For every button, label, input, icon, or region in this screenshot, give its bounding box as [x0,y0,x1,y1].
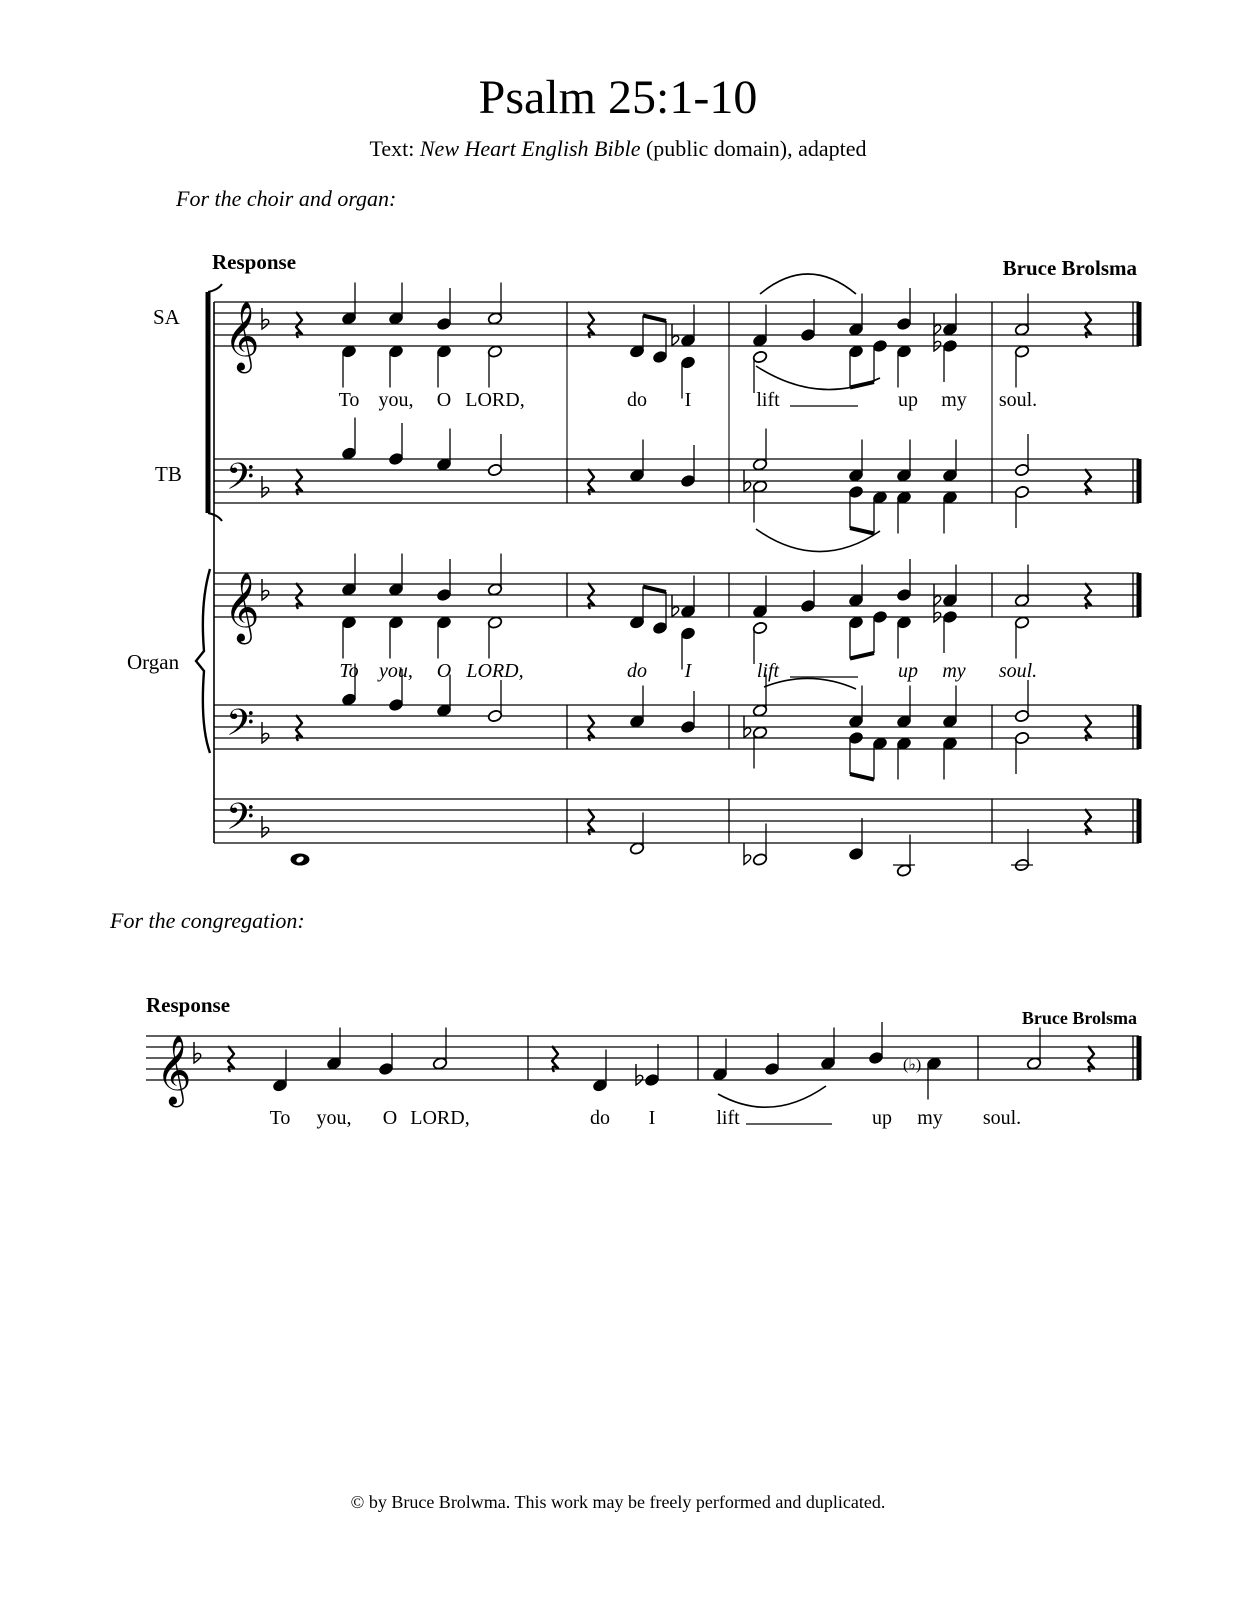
page-title: Psalm 25:1-10 [478,71,758,124]
lyric: O [436,389,452,411]
treble-clef: 𝄞 [224,303,260,369]
credit-prefix: Text: [369,136,420,161]
quarter-rest [296,312,302,338]
lyric: you, [379,660,413,682]
credit-source: New Heart English Bible [419,136,641,161]
bass-clef: 𝄢 [226,703,255,752]
choir-bracket-bottom [208,513,222,521]
congregation-lyric: O [382,1107,398,1129]
congregation-response-heading: Response [146,993,231,1017]
quarter-rest [1085,312,1091,338]
lyric: do [627,660,647,682]
flat-sign [262,816,269,837]
lyric: To [338,389,360,411]
lyric: I [684,389,692,411]
quarter-rest [296,583,302,609]
treble-clef: 𝄞 [224,574,260,640]
lyric: do [627,389,647,411]
quarter-rest [1085,583,1091,609]
lyric: you, [378,389,414,411]
quarter-rest [1088,1046,1094,1072]
flat-sign [194,1042,201,1063]
lyric: up [898,389,918,411]
flat-sign [262,476,269,497]
lyric: soul. [998,389,1038,411]
quarter-rest [1085,809,1091,835]
lyric: LORD, [466,660,524,682]
flat-sign [262,722,269,743]
congregation-lyric: soul. [982,1107,1022,1129]
organ-brace [196,569,210,753]
beam [850,528,874,534]
congregation-lyric: you, [316,1107,352,1129]
quarter-rest [1085,715,1091,741]
congregation-composer: Bruce Brolsma [1021,1008,1137,1028]
flat-sign [262,308,269,329]
lyric: my [942,660,966,682]
bass-clef: 𝄢 [226,797,255,846]
congregation-lyric: LORD, [410,1107,470,1129]
congregation-section-label: For the congregation: [110,908,305,933]
choir-section-label: For the choir and organ: [176,186,397,211]
beam [850,653,874,659]
choir-bracket-top [208,284,222,292]
lyric: soul. [998,660,1038,682]
quarter-rest [552,1046,558,1072]
flat-sign [262,579,269,600]
beam [643,587,666,593]
quarter-rest [588,715,594,741]
beam [643,316,666,322]
quarter-rest [588,312,594,338]
quarter-rest [588,583,594,609]
slur-soprano [760,274,856,294]
flat-sign [636,1064,643,1085]
flat-sign [744,844,751,865]
editorial-parenthesis-flat: (♭) [903,1056,922,1074]
quarter-rest [1085,469,1091,495]
lyric: To [339,660,359,682]
treble-clef: 𝄞 [156,1037,192,1103]
beam [850,774,874,780]
staff-label-tb: TB [155,462,182,486]
congregation-lyric: lift [716,1107,740,1129]
copyright-footer: © by Bruce Brolwma. This work may be freely performed and duplicated. [350,1492,886,1512]
choir-composer: Bruce Brolsma [1002,256,1137,280]
quarter-rest [588,809,594,835]
lyric: lift [756,389,780,411]
staff-label-organ: Organ [127,650,180,674]
congregation-lyric: my [917,1107,943,1129]
slur-congregation [718,1086,826,1107]
quarter-rest [228,1046,234,1072]
congregation-lyric: I [648,1107,656,1129]
bass-clef: 𝄢 [226,457,255,506]
staff-label-sa: SA [153,305,180,329]
lyric: lift [756,660,780,682]
congregation-lyric: do [590,1107,610,1129]
lyric: I [684,660,692,682]
quarter-rest [296,469,302,495]
quarter-rest [296,715,302,741]
choir-response-heading: Response [212,250,297,274]
lyric: my [941,389,967,411]
lyric: LORD, [465,389,525,411]
congregation-lyric: up [872,1107,892,1129]
lyric: up [898,660,918,682]
quarter-rest [588,469,594,495]
credit-suffix: (public domain), adapted [640,136,867,161]
lyric: O [436,660,452,682]
congregation-lyric: To [269,1107,291,1129]
